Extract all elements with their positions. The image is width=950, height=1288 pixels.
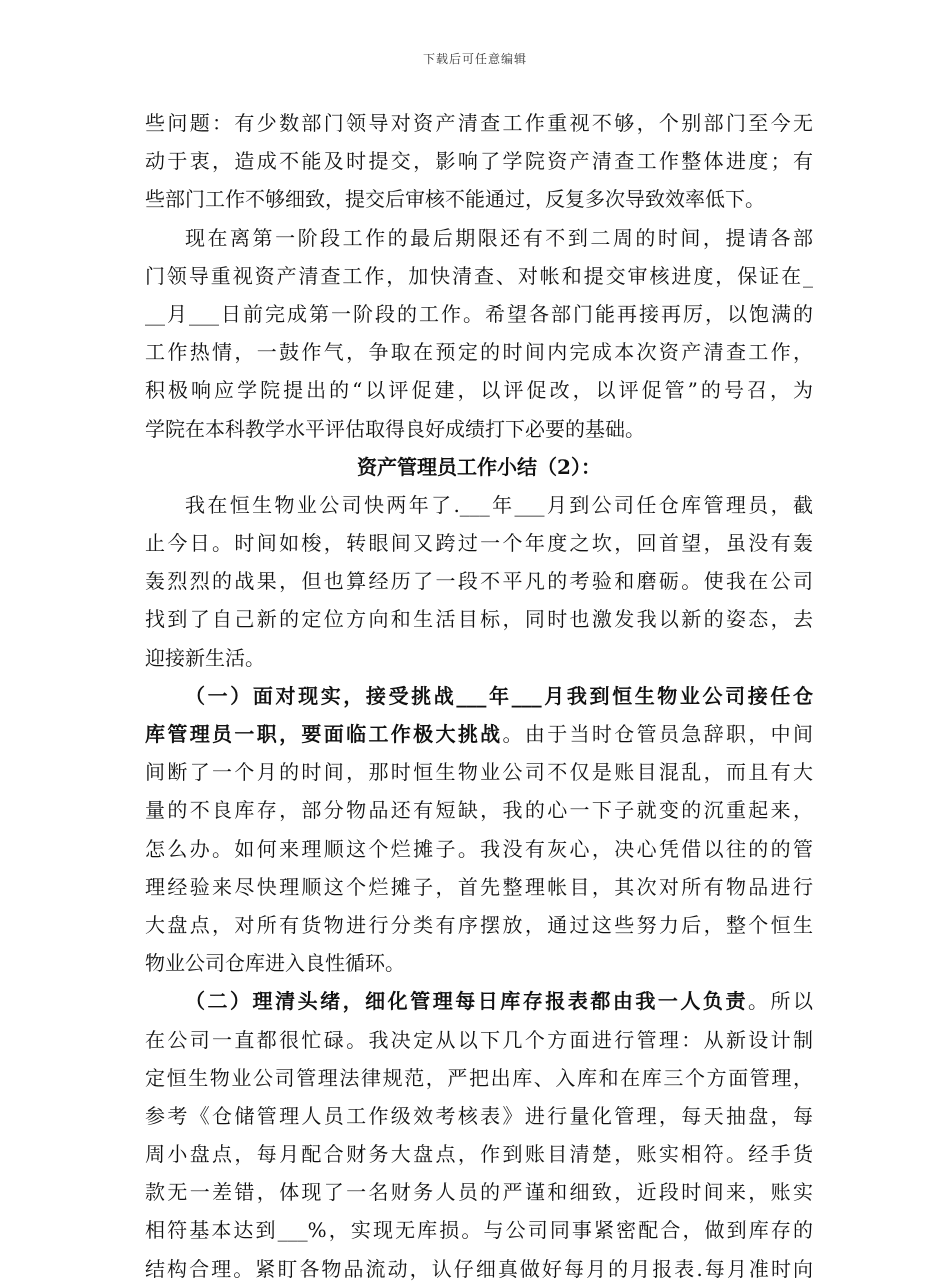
text-line: [145, 677, 813, 715]
text-line: [145, 715, 813, 753]
text-line: [145, 982, 813, 1020]
text-line: 止今日。时间如梭，转眼间又跨过一个年度之坎，回首望，虽没有轰: [145, 531, 813, 556]
text-line: 结构合理。紧盯各物品流动，认仔细真做好每月的月报表.每月准时向: [145, 1256, 813, 1281]
text-line: 找到了自己新的定位方向和生活目标，同时也激发我以新的姿态，去: [145, 607, 813, 632]
text-line: 我在恒生物业公司快两年了.___年___月到公司任仓库管理员，截: [185, 492, 813, 517]
text-line: 轰烈烈的战果，但也算经历了一段不平凡的考验和磨砺。使我在公司: [145, 569, 813, 594]
text-line: 迎接新生活。: [145, 645, 265, 670]
text-line: 理经验来尽快理顺这个烂摊子，首先整理帐目，其次对所有物品进行: [145, 874, 813, 899]
text-line: 门领导重视资产清查工作，加快清查、对帐和提交审核进度，保证在_: [145, 263, 813, 288]
text-line: 动于衷，造成不能及时提交，影响了学院资产清查工作整体进度；有: [145, 149, 813, 174]
page-header: 下载后可任意编辑: [422, 52, 527, 66]
text-span: 。所以: [747, 989, 814, 1014]
text-line: 参考《仓储管理人员工作级效考核表》进行量化管理，每天抽盘，每: [145, 1103, 813, 1128]
document-body: [145, 104, 813, 1288]
text-line: 量的不良库存，部分物品还有短缺，我的心一下子就变的沉重起来，: [145, 798, 813, 823]
text-line: 大盘点，对所有货物进行分类有序摆放，通过这些努力后，整个恒生: [145, 912, 813, 937]
text-line: 周小盘点，每月配合财务大盘点，作到账目清楚，账实相符。经手货: [145, 1142, 813, 1167]
text-line: 定恒生物业公司管理法律规范，严把出库、入库和在库三个方面管理，: [145, 1065, 813, 1090]
text-line: 工作热情，一鼓作气，争取在预定的时间内完成本次资产清查工作，: [145, 340, 813, 365]
text-line: __月___日前完成第一阶段的工作。希望各部门能再接再厉，以饱满的: [145, 301, 813, 326]
text-line: 物业公司仓库进入良性循环。: [145, 951, 405, 976]
subsection-heading: （一）面对现实，接受挑战___年___月我到恒生物业公司接任仓: [185, 683, 813, 708]
text-line: 些部门工作不够细致，提交后审核不能通过，反复多次导致效率低下。: [145, 187, 765, 212]
text-line: 积极响应学院提出的“以评促建，以评促改，以评促管”的号召，为: [145, 378, 813, 403]
section-heading: 资产管理员工作小结（2）：: [357, 454, 601, 479]
text-line: 怎么办。如何来理顺这个烂摊子。我没有灰心，决心凭借以往的的管: [145, 836, 813, 861]
text-line: 相符基本达到___%，实现无库损。与公司同事紧密配合，做到库存的: [145, 1218, 813, 1243]
text-line: 些问题：有少数部门领导对资产清查工作重视不够，个别部门至今无: [145, 111, 813, 135]
text-line: 现在离第一阶段工作的最后期限还有不到二周的时间，提请各部: [185, 225, 813, 250]
text-line: 间断了一个月的时间，那时恒生物业公司不仅是账目混乱，而且有大: [145, 760, 813, 785]
text-line: 款无一差错，体现了一名财务人员的严谨和细致，近段时间来，账实: [145, 1180, 813, 1205]
text-line: 在公司一直都很忙碌。我决定从以下几个方面进行管理：从新设计制: [145, 1027, 813, 1052]
subsection-heading: （二）理清头绪，细化管理每日库存报表都由我一人负责: [185, 989, 748, 1014]
subsection-heading: 库管理员一职，要面临工作极大挑战: [145, 722, 503, 746]
text-line: 学院在本科教学水平评估取得良好成绩打下必要的基础。: [145, 416, 645, 441]
text-span: 。由于当时仓管员急辞职，中间: [502, 722, 814, 746]
